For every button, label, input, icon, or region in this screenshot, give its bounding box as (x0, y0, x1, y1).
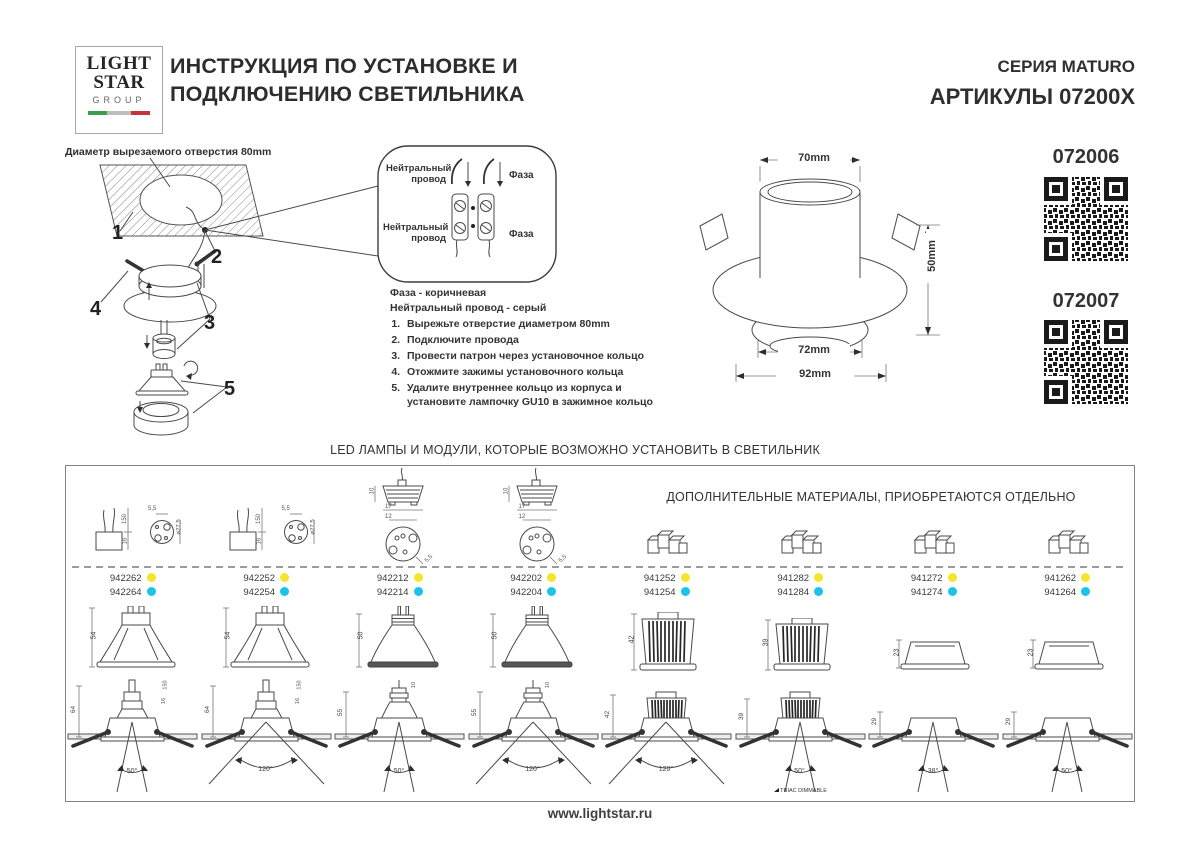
install-drawing (333, 678, 466, 800)
dimension-label: 10 (544, 681, 551, 689)
yellow-dot (948, 573, 957, 582)
phase-label-top: Фаза (509, 170, 534, 181)
step-1: 1. Вырежьте отверстие диаметром 80mm (403, 318, 683, 332)
beam-angle: 50° (393, 768, 405, 775)
gu10-socket-drawing (212, 506, 322, 558)
title-line1: ИНСТРУКЦИЯ ПО УСТАНОВКЕ И (170, 54, 518, 78)
dimension-label: 5,5 (281, 506, 290, 512)
install-height: 39 (737, 712, 745, 721)
install-drawing (734, 678, 867, 800)
lamp-height: 39 (761, 638, 769, 647)
clamp-ring-drawing (134, 401, 188, 435)
install-drawing (200, 678, 333, 800)
cyan-dot (280, 587, 289, 596)
led-column (600, 466, 734, 801)
install-height: 29 (1004, 717, 1012, 726)
install-height: 64 (70, 705, 78, 714)
beam-angle: 120° (258, 766, 273, 773)
article-code: 942214 (376, 587, 409, 598)
gu10-lamp-drawing (84, 606, 184, 676)
connector-icon (1047, 530, 1089, 556)
dimension-label: 5,5 (424, 553, 435, 565)
install-height: 42 (604, 710, 612, 719)
dimension-label: 16 (161, 697, 168, 705)
connector-icon (780, 530, 822, 556)
lamp-height: 50 (357, 631, 365, 640)
step-marker-4: 4 (90, 298, 102, 320)
dimension-label: ø27,5 (310, 519, 317, 535)
install-drawing (600, 678, 733, 800)
cyan-dot (1081, 587, 1090, 596)
led-column (333, 466, 467, 801)
article-code: 941264 (1044, 587, 1077, 598)
lamp-height: 54 (223, 631, 231, 640)
dim-50mm: 50mm (926, 229, 938, 283)
triac-dimmable-note: TRIAC DIMMABLE (770, 788, 832, 794)
page-title (170, 52, 525, 108)
install-height: 64 (203, 705, 211, 714)
dimension-label: 10 (411, 681, 418, 689)
article-code: 941254 (643, 587, 676, 598)
dimension-label: 10 (369, 487, 376, 495)
install-height: 29 (871, 717, 879, 726)
yellow-dot (681, 573, 690, 582)
installation-steps (383, 318, 683, 412)
dim-72mm: 72mm (778, 344, 850, 356)
hole-diameter-label: Диаметр вырезаемого отверстия 80mm (65, 146, 272, 158)
article-072007: 072007 (1052, 290, 1120, 312)
phase-color-note: Фаза - коричневая (390, 287, 487, 299)
website-url: www.lightstar.ru (547, 806, 653, 821)
yellow-dot (547, 573, 556, 582)
logo-line1: LIGHT (86, 53, 152, 74)
italian-flag-icon (88, 111, 150, 115)
install-height: 55 (470, 708, 478, 717)
yellow-dot (280, 573, 289, 582)
lamp-height: 54 (90, 631, 98, 640)
article-codes (66, 572, 200, 600)
article-code: 941274 (910, 587, 943, 598)
article-codes (1001, 572, 1135, 600)
phase-label-bottom: Фаза (509, 229, 534, 240)
yellow-dot (147, 573, 156, 582)
step-marker-3: 3 (204, 312, 216, 334)
gu10-lamp-drawing (218, 606, 318, 676)
beam-angle: 120° (525, 766, 540, 773)
dimension-label: 150 (255, 513, 262, 525)
mr16-lamp-drawing (485, 606, 585, 676)
step-marker-2: 2 (211, 246, 223, 268)
article-code: 941272 (910, 573, 943, 584)
lamp-height: 50 (490, 631, 498, 640)
low-module-drawing (1027, 638, 1111, 672)
neutral-color-note: Нейтральный провод - серый (390, 302, 547, 314)
article-code: 942212 (376, 573, 409, 584)
article-code: 942202 (510, 573, 543, 584)
socket-drawing (144, 320, 175, 359)
article-072006: 072006 (1052, 146, 1120, 168)
mr16-socket-drawing (479, 468, 589, 568)
lamp-height: 42 (628, 635, 636, 644)
dim-92mm: 92mm (776, 368, 854, 380)
extra-materials-heading: ДОПОЛНИТЕЛЬНЫЕ МАТЕРИАЛЫ, ПРИОБРЕТАЮТСЯ ОТДЕЛЬНО (666, 490, 1076, 504)
article-code: 942252 (243, 573, 276, 584)
beam-angle: 50° (126, 768, 138, 775)
cyan-dot (814, 587, 823, 596)
led-module-drawing (762, 618, 842, 674)
dimension-label: 16 (122, 537, 129, 545)
article-code: 941262 (1044, 573, 1077, 584)
led-column (66, 466, 200, 801)
beam-angle: 50° (1061, 768, 1072, 775)
article-codes (200, 572, 334, 600)
install-drawing (66, 678, 199, 800)
article-code: 941282 (777, 573, 810, 584)
gu10-socket-drawing (78, 506, 188, 558)
step-3: 3. Провести патрон через установочное кольцо (403, 350, 683, 364)
dimension-label: 12 (385, 514, 392, 520)
beam-angle: 120° (658, 766, 674, 773)
article-codes (333, 572, 467, 600)
led-section-heading: LED ЛАМПЫ И МОДУЛИ, КОТОРЫЕ ВОЗМОЖНО УСТАНОВИТЬ В СВЕТИЛЬНИК (330, 443, 820, 457)
article-code: 941252 (643, 573, 676, 584)
install-drawing (467, 678, 600, 800)
article-codes (600, 572, 734, 600)
qr-code-bottom (1042, 318, 1130, 406)
cyan-dot (547, 587, 556, 596)
title-line2: ПОДКЛЮЧЕНИЮ СВЕТИЛЬНИКА (170, 82, 525, 106)
mr16-lamp-drawing (351, 606, 451, 676)
lamp-matrix-box (65, 465, 1135, 802)
dimension-label: 16 (294, 697, 301, 705)
dimension-label: 17 (518, 504, 526, 510)
neutral-wire-label-top: Нейтральный провод (386, 163, 452, 185)
dimension-label: 10 (502, 487, 509, 495)
step-marker-5: 5 (224, 378, 236, 400)
cyan-dot (948, 587, 957, 596)
lamp-height: 23 (893, 648, 901, 657)
led-module-drawing (628, 612, 708, 674)
logo-line3: GROUP (92, 95, 146, 105)
connector-icon (913, 530, 955, 556)
cyan-dot (414, 587, 423, 596)
yellow-dot (814, 573, 823, 582)
cyan-dot (147, 587, 156, 596)
beam-angle: 50° (794, 768, 805, 775)
step-5: 5. Удалите внутреннее кольцо из корпуса и установите лампочку GU10 в зажимное кольцо (403, 382, 683, 409)
led-column (867, 466, 1001, 801)
led-column (467, 466, 601, 801)
step-4: 4. Отожмите зажимы установочного кольца (403, 366, 683, 380)
article-code: 942254 (243, 587, 276, 598)
dimension-label: 150 (122, 513, 129, 525)
ceiling-panel-drawing (100, 158, 263, 236)
cyan-dot (681, 587, 690, 596)
mr16-socket-drawing (345, 468, 455, 568)
lamp-height: 23 (1026, 648, 1034, 657)
article-codes (734, 572, 868, 600)
dim-70mm: 70mm (778, 152, 850, 164)
yellow-dot (1081, 573, 1090, 582)
step-2: 2. Подключите провода (403, 334, 683, 348)
install-drawing (867, 678, 1000, 800)
dimension-label: 150 (296, 680, 303, 690)
dimension-label: ø27,5 (176, 519, 183, 535)
step-marker-1: 1 (112, 222, 124, 244)
dimension-label: 5,5 (148, 506, 157, 512)
dimension-label: 17 (385, 504, 392, 510)
led-column (734, 466, 868, 801)
low-module-drawing (893, 638, 977, 672)
article-code: 942264 (109, 587, 142, 598)
install-height: 55 (337, 708, 345, 717)
yellow-dot (414, 573, 423, 582)
dimension-label: 150 (162, 680, 169, 690)
article-codes (867, 572, 1001, 600)
beam-angle: 38° (927, 768, 939, 775)
led-column (1001, 466, 1135, 801)
articles-label: АРТИКУЛЫ 07200X (929, 84, 1135, 109)
dimension-label: 12 (518, 514, 526, 520)
article-code: 941284 (777, 587, 810, 598)
article-code: 942262 (109, 573, 142, 584)
series-block (820, 57, 1135, 110)
qr-code-top (1042, 175, 1130, 263)
dimension-label: 5,5 (557, 553, 568, 565)
neutral-wire-label-bottom: Нейтральный провод (383, 222, 449, 244)
article-codes (467, 572, 601, 600)
article-code: 942204 (510, 587, 543, 598)
series-name: СЕРИЯ MATURO (997, 57, 1135, 76)
dimmer-wedge-icon (774, 788, 779, 792)
install-drawing (1001, 678, 1134, 800)
dimension-label: 16 (255, 537, 262, 545)
led-column (200, 466, 334, 801)
connector-icon (646, 530, 688, 556)
logo-line2: STAR (93, 72, 145, 93)
lightstar-logo (75, 46, 163, 134)
